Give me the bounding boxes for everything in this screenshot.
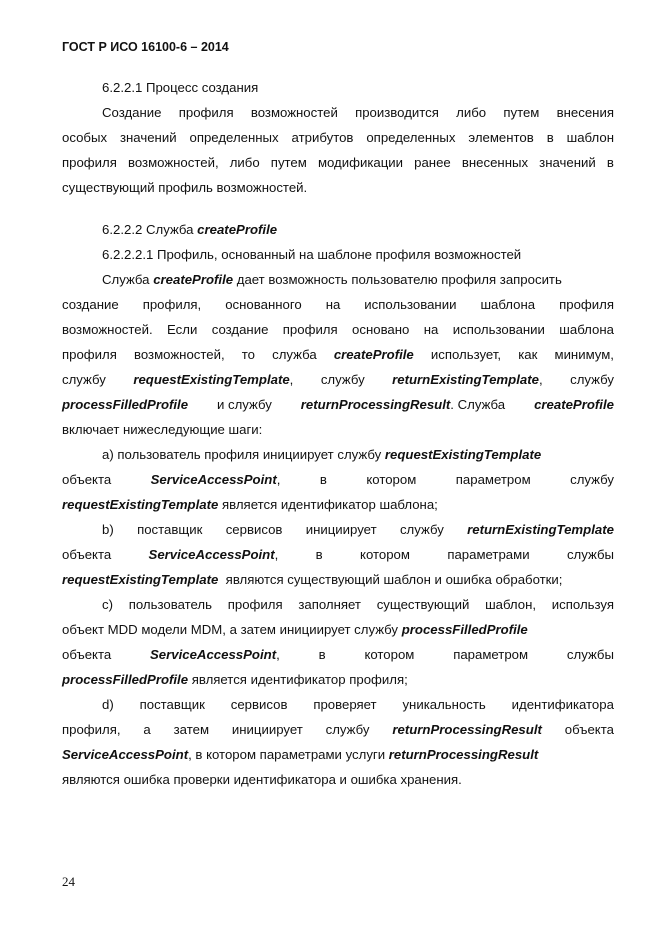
- step-c-line: c) пользователь профиля заполняет существующий шаблон, используя: [102, 597, 614, 612]
- paragraph-line: профиля возможностей, либо путем модификации ранее внесенных значений в: [62, 155, 614, 170]
- step-d-line: профиля, а затем инициирует службу returnProcessingResult объекта: [62, 722, 614, 737]
- paragraph-line: службу requestExistingTemplate, службу returnExistingTemplate, службу: [62, 372, 614, 387]
- paragraph-line: возможностей. Если создание профиля основано на использовании шаблона: [62, 322, 614, 337]
- paragraph-line: Создание профиля возможностей производится либо путем внесения: [102, 105, 614, 120]
- step-d-line: ServiceAccessPoint, в котором параметрами услуги returnProcessingResult: [62, 747, 539, 762]
- step-c-line: объекта ServiceAccessPoint, в котором параметром службы: [62, 647, 614, 662]
- section-heading-6222: 6.2.2.2 Служба createProfile: [102, 222, 278, 237]
- paragraph-line: включает нижеследующие шаги:: [62, 422, 263, 437]
- paragraph-line: создание профиля, основанного на использовании шаблона профиля: [62, 297, 614, 312]
- step-d-line: являются ошибка проверки идентификатора и ошибка хранения.: [62, 772, 462, 787]
- section-heading-6221: 6.2.2.1 Процесс создания: [102, 80, 259, 95]
- subsection-heading-62221: 6.2.2.2.1 Профиль, основанный на шаблоне профиля возможностей: [102, 247, 522, 262]
- step-a-line: а) пользователь профиля инициирует службу requestExistingTemplate: [102, 447, 542, 462]
- document-header: ГОСТ Р ИСО 16100-6 – 2014: [62, 40, 229, 54]
- paragraph-line: Служба createProfile дает возможность пользователю профиля запросить: [102, 272, 562, 287]
- step-d-line: d) поставщик сервисов проверяет уникальность идентификатора: [102, 697, 614, 712]
- page-number: 24: [62, 874, 75, 889]
- paragraph-line: processFilledProfile и службу returnProcessingResult. Служба createProfile: [62, 397, 614, 412]
- step-a-line: requestExistingTemplate является идентификатор шаблона;: [62, 497, 438, 512]
- paragraph-line: особых значений определенных атрибутов определенных элементов в шаблон: [62, 130, 614, 145]
- step-b-line: b) поставщик сервисов инициирует службу returnExistingTemplate: [102, 522, 614, 537]
- paragraph-line: профиля возможностей, то служба createProfile использует, как минимум,: [62, 347, 614, 362]
- paragraph-line: существующий профиль возможностей.: [62, 180, 308, 195]
- step-b-line: объекта ServiceAccessPoint, в котором параметрами службы: [62, 547, 614, 562]
- step-c-line: processFilledProfile является идентификатор профиля;: [62, 672, 408, 687]
- step-a-line: объекта ServiceAccessPoint, в котором параметром службу: [62, 472, 614, 487]
- step-b-line: requestExistingTemplate являются существующий шаблон и ошибка обработки;: [62, 572, 563, 587]
- step-c-line: объект MDD модели MDM, а затем инициирует службу processFilledProfile: [62, 622, 528, 637]
